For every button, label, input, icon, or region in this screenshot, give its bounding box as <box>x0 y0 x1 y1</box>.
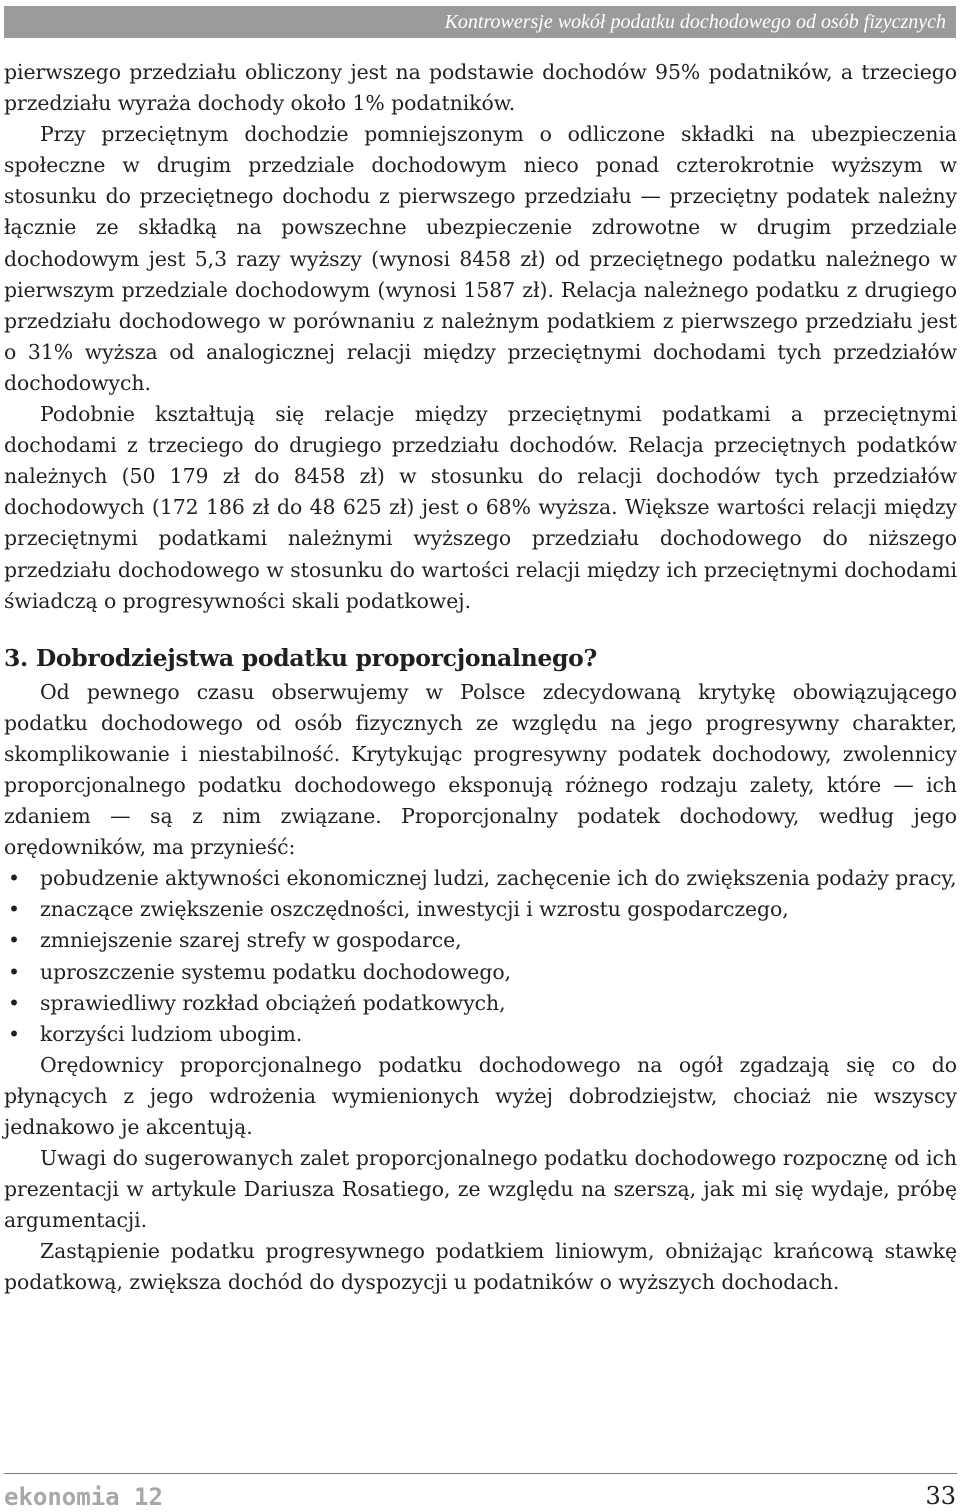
bullet-icon: • <box>8 866 20 891</box>
list-item <box>4 988 957 1019</box>
section-heading: 3. Dobrodziejstwa podatku proporcjonalnego? <box>4 643 598 672</box>
paragraph: Uwagi do sugerowanych zalet proporcjonalnego podatku dochodowego rozpocznę od ich prezentacji w artykule Dariusza Rosatiego, ze względu na szerszą, jak mi się wydaje, próbę argumentacji. <box>4 1146 957 1233</box>
paragraph: pierwszego przedziału obliczony jest na podstawie dochodów 95% podatników, a trzeciego przedziału wyraża dochody około 1% podatników. <box>4 60 957 116</box>
list-item-text: pobudzenie aktywności ekonomicznej ludzi, zachęcenie ich do zwiększenia podaży pracy, <box>40 866 957 891</box>
list-item <box>4 957 957 988</box>
list-item <box>4 1019 957 1050</box>
running-header <box>4 6 956 38</box>
paragraph: Orędownicy proporcjonalnego podatku dochodowego na ogół zgadzają się co do płynących z jego wdrożenia wymienionych wyżej dobrodziejstw, chociaż nie wszyscy jednakowo je akcentują. <box>4 1052 957 1139</box>
bullet-icon: • <box>8 1021 20 1046</box>
bullet-icon: • <box>8 897 20 922</box>
list-item-text: korzyści ludziom ubogim. <box>40 1021 303 1046</box>
list-item-text: uproszczenie systemu podatku dochodowego, <box>40 959 511 984</box>
list-item-text: zmniejszenie szarej strefy w gospodarce, <box>40 928 462 953</box>
paragraph: Przy przeciętnym dochodzie pomniejszonym o odliczone składki na ubezpieczenia społeczne w drugim przedziale dochodowym nieco ponad czterokrotnie wyższym w stosunku do przeciętnego dochodu z pierwszego przedziału — przeciętny podatek należny łącznie ze składką na powszechne ubezpieczenie zdrowotne w drugim przedziale dochodowym jest 5,3 razy wyższy (wynosi 8458 zł) od przeciętnego podatku należnego w pierwszym przedziale dochodowym (wynosi 1587 zł). Relacja należnego podatku z drugiego przedziału dochodowego w porównaniu z należnym podatkiem z pierwszego przedziału jest o 31% wyższa od analogicznej relacji między przeciętnymi dochodami tych przedziałów dochodowych. <box>4 122 957 395</box>
list-item-text: znaczące zwiększenie oszczędności, inwestycji i wzrostu gospodarczego, <box>40 897 789 922</box>
journal-name: ekonomia 12 <box>4 1483 163 1511</box>
footer-divider <box>4 1473 957 1474</box>
paragraph: Od pewnego czasu obserwujemy w Polsce zdecydowaną krytykę obowiązującego podatku dochodowego od osób fizycznych ze względu na jego progresywny charakter, skomplikowanie i niestabilność. Krytykując progresywny podatek dochodowy, zwolennicy proporcjonalnego podatku dochodowego eksponują różnego rodzaju zalety, które — ich zdaniem — są z nim związane. Proporcjonalny podatek dochodowy, według jego orędowników, ma przynieść: <box>4 679 957 860</box>
page-number: 33 <box>925 1482 956 1510</box>
list-item <box>4 894 957 925</box>
article-body <box>4 57 957 1299</box>
paragraph: Zastąpienie podatku progresywnego podatkiem liniowym, obniżając krańcową stawkę podatkową, zwiększa dochód do dyspozycji u podatników o wyższych dochodach. <box>4 1239 957 1295</box>
benefits-list <box>4 863 957 1050</box>
bullet-icon: • <box>8 990 20 1015</box>
bullet-icon: • <box>8 928 20 953</box>
bullet-icon: • <box>8 959 20 984</box>
list-item-text: sprawiedliwy rozkład obciążeń podatkowych, <box>40 990 506 1015</box>
paragraph: Podobnie kształtują się relacje między przeciętnymi podatkami a przeciętnymi dochodami z trzeciego do drugiego przedziału dochodów. Relacja przeciętnych podatków należnych (50 179 zł do 8458 zł) w stosunku do relacji dochodów tych przedziałów dochodowych (172 186 zł do 48 625 zł) jest o 68% wyższa. Większe wartości relacji między przeciętnymi podatkami należnymi wyższego przedziału dochodowego do niższego przedziału dochodowego w stosunku do wartości relacji między ich przeciętnymi dochodami świadczą o progresywności skali podatkowej. <box>4 402 957 613</box>
running-title: Kontrowersje wokół podatku dochodowego od osób fizycznych <box>444 11 946 33</box>
list-item <box>4 925 957 956</box>
list-item <box>4 863 957 894</box>
